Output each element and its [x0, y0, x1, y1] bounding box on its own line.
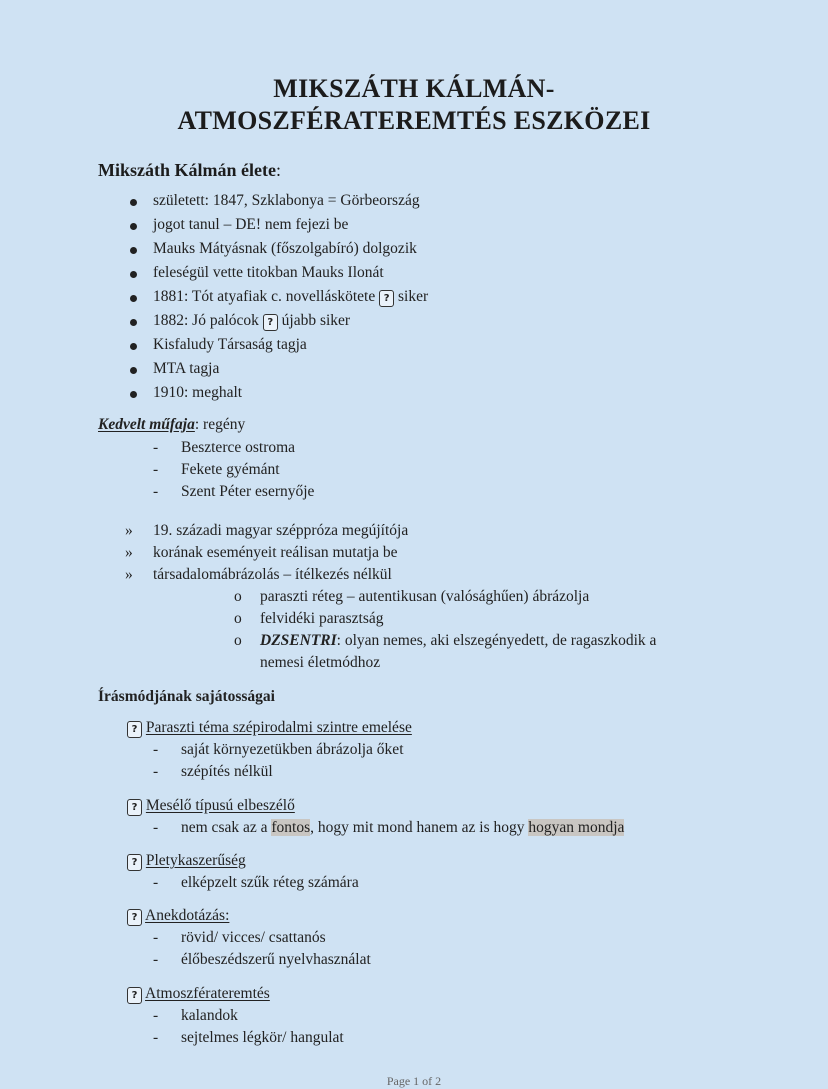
- list-item: elképzelt szűk réteg számára: [181, 874, 359, 891]
- list-item: kalandok: [181, 1007, 238, 1024]
- dash-icon: -: [153, 483, 159, 500]
- question-mark-icon: ?: [127, 854, 142, 871]
- bullet-icon: [130, 295, 137, 302]
- dash-icon: -: [153, 1029, 159, 1046]
- bullet-icon: [130, 247, 137, 254]
- question-mark-icon: ?: [127, 721, 142, 738]
- list-item: 19. századi magyar széppróza megújítója: [153, 522, 409, 539]
- bullet-icon: [130, 199, 137, 206]
- list-item: jogot tanul – DE! nem fejezi be: [153, 216, 349, 233]
- raquo-icon: »: [125, 566, 133, 583]
- list-item: 1881: Tót atyafiak c. novelláskötete ? siker: [153, 288, 429, 305]
- highlight: hogyan mondja: [528, 819, 625, 836]
- list-item: rövid/ vicces/ csattanós: [181, 929, 326, 946]
- bullet-icon: [130, 343, 137, 350]
- question-mark-icon: ?: [127, 909, 142, 926]
- raquo-icon: »: [125, 522, 133, 539]
- circle-bullet-icon: o: [234, 588, 242, 605]
- list-item: sejtelmes légkör/ hangulat: [181, 1029, 344, 1046]
- list-item: Szent Péter esernyője: [181, 483, 315, 500]
- list-item: saját környezetükben ábrázolja őket: [181, 741, 404, 758]
- list-item: Beszterce ostroma: [181, 439, 296, 456]
- section-title: ? Mesélő típusú elbeszélő: [127, 797, 295, 816]
- dash-icon: -: [153, 461, 159, 478]
- list-item: MTA tagja: [153, 360, 220, 377]
- highlight: fontos: [271, 819, 311, 836]
- question-mark-icon: ?: [127, 799, 142, 816]
- list-item: társadalomábrázolás – ítélkezés nélkül: [153, 566, 392, 583]
- dash-icon: -: [153, 874, 159, 891]
- bullet-icon: [130, 319, 137, 326]
- document-title-line1: MIKSZÁTH KÁLMÁN-: [273, 74, 555, 103]
- dash-icon: -: [153, 741, 159, 758]
- document-title-line2: ATMOSZFÉRATEREMTÉS ESZKÖZEI: [177, 106, 651, 135]
- list-item-continuation: nemesi életmódhoz: [260, 654, 381, 671]
- list-item: Fekete gyémánt: [181, 461, 280, 478]
- list-item: nem csak az a fontos, hogy mit mond hanem az is hogy hogyan mondja: [181, 819, 625, 836]
- list-item: 1910: meghalt: [153, 384, 243, 401]
- bullet-icon: [130, 391, 137, 398]
- bullet-icon: [130, 367, 137, 374]
- raquo-icon: »: [125, 544, 133, 561]
- question-mark-icon: ?: [379, 290, 394, 307]
- page-footer: Page 1 of 2: [386, 1074, 442, 1088]
- style-heading: Írásmódjának sajátosságai: [98, 688, 275, 705]
- list-item: élőbeszédszerű nyelvhasználat: [181, 951, 371, 968]
- list-item: született: 1847, Szklabonya = Görbeország: [153, 192, 420, 209]
- list-item: felvidéki parasztság: [260, 610, 384, 627]
- bullet-icon: [130, 271, 137, 278]
- life-heading: Mikszáth Kálmán élete:: [98, 160, 281, 180]
- section-title: ? Pletykaszerűség: [127, 852, 246, 871]
- circle-bullet-icon: o: [234, 610, 242, 627]
- question-mark-icon: ?: [127, 987, 142, 1004]
- question-mark-icon: ?: [263, 314, 278, 331]
- list-item: szépítés nélkül: [181, 763, 273, 780]
- genre-line: Kedvelt műfaja: regény: [98, 416, 246, 433]
- list-item: Kisfaludy Társaság tagja: [153, 336, 307, 353]
- section-title: ? Paraszti téma szépirodalmi szintre emelése: [127, 719, 412, 738]
- section-title: ? Atmoszférateremtés: [127, 985, 270, 1004]
- dash-icon: -: [153, 951, 159, 968]
- bullet-icon: [130, 223, 137, 230]
- dash-icon: -: [153, 439, 159, 456]
- list-item: Mauks Mátyásnak (főszolgabíró) dolgozik: [153, 240, 417, 257]
- dash-icon: -: [153, 1007, 159, 1024]
- list-item: korának eseményeit reálisan mutatja be: [153, 544, 398, 561]
- circle-bullet-icon: o: [234, 632, 242, 649]
- dash-icon: -: [153, 929, 159, 946]
- list-item: paraszti réteg – autentikusan (valósághűen) ábrázolja: [260, 588, 590, 605]
- dash-icon: -: [153, 763, 159, 780]
- list-item: feleségül vette titokban Mauks Ilonát: [153, 264, 384, 281]
- list-item: DZSENTRI: olyan nemes, aki elszegényedett, de ragaszkodik a: [260, 632, 657, 649]
- list-item: 1882: Jó palócok ? újabb siker: [153, 312, 351, 329]
- dash-icon: -: [153, 819, 159, 836]
- section-title: ? Anekdotázás:: [127, 907, 229, 926]
